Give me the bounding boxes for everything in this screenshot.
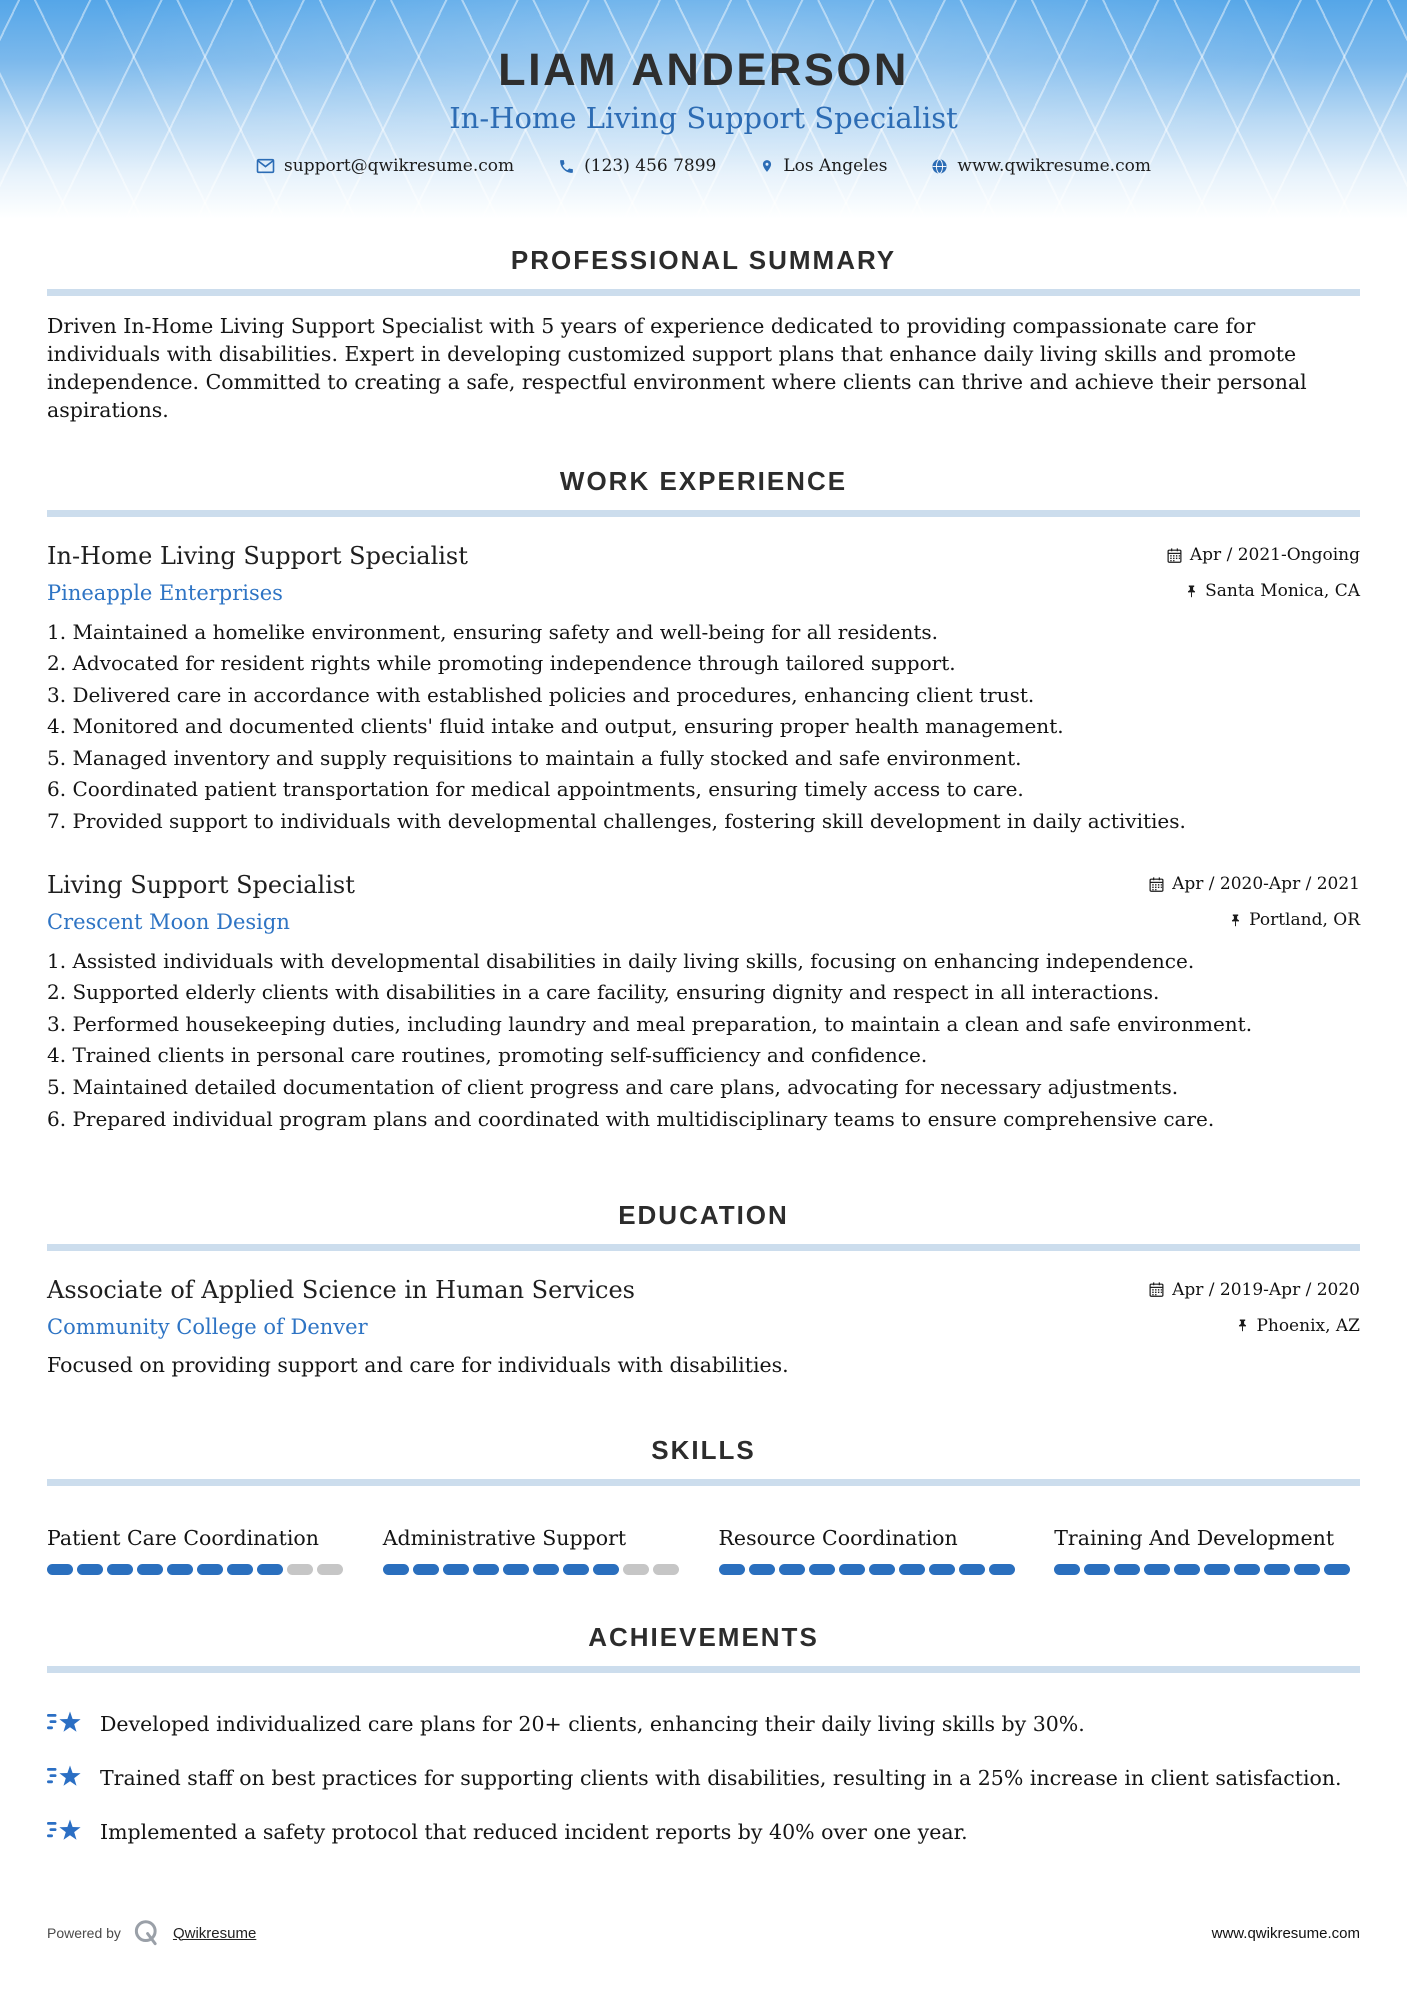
email-icon	[256, 158, 275, 174]
job-entry	[47, 871, 1360, 1132]
header-banner	[0, 0, 1407, 218]
job-bullet: 4. Trained clients in personal care routines, promoting self-sufficiency and confidence.	[47, 1043, 1360, 1068]
skill-pill-filled	[1144, 1564, 1170, 1575]
candidate-name: LIAM ANDERSON	[498, 44, 909, 95]
job-bullet-list	[47, 949, 1360, 1132]
skill-pill-filled	[443, 1564, 469, 1575]
contact-location-text: Los Angeles	[783, 156, 888, 176]
skill-item	[383, 1526, 689, 1575]
contact-location	[760, 156, 887, 176]
summary-heading: PROFESSIONAL SUMMARY	[510, 245, 897, 275]
skill-label: Training And Development	[1054, 1526, 1335, 1551]
section-divider	[47, 1244, 1360, 1251]
candidate-job-title: In-Home Living Support Specialist	[449, 101, 958, 135]
education-dates-text: Apr / 2019-Apr / 2020	[1172, 1279, 1360, 1300]
pushpin-icon	[1229, 912, 1242, 929]
contact-phone[interactable]	[558, 156, 716, 176]
section-skills	[47, 1377, 1360, 1575]
skill-level-bar	[47, 1564, 353, 1575]
phone-icon	[558, 158, 575, 175]
skill-pill-empty	[653, 1564, 679, 1575]
job-dates-text: Apr / 2020-Apr / 2021	[1172, 874, 1360, 895]
job-bullet: 6. Coordinated patient transportation for medical appointments, ensuring timely access to care.	[47, 777, 1360, 802]
education-school-row	[47, 1315, 1360, 1339]
job-dates	[1166, 545, 1360, 565]
skill-pill-filled	[503, 1564, 529, 1575]
skill-pill-filled	[257, 1564, 283, 1575]
job-title-row	[47, 542, 1360, 570]
job-bullet: 2. Advocated for resident rights while promoting independence through tailored support.	[47, 651, 1360, 676]
skills-heading: SKILLS	[651, 1435, 756, 1466]
skill-pill-filled	[1234, 1564, 1260, 1575]
pushpin-icon	[1236, 1317, 1249, 1334]
job-dates-text: Apr / 2021-Ongoing	[1189, 545, 1360, 565]
job-company-row	[47, 910, 1360, 934]
pushpin-icon	[1185, 583, 1198, 600]
skill-pill-filled	[593, 1564, 619, 1575]
job-entry	[47, 542, 1360, 834]
skill-pill-filled	[197, 1564, 223, 1575]
skill-label: Patient Care Coordination	[47, 1526, 319, 1551]
education-entry	[47, 1276, 1360, 1377]
achievement-text: Implemented a safety protocol that reduced incident reports by 40% over one year.	[100, 1819, 968, 1844]
summary-text: Driven In-Home Living Support Specialist with 5 years of experience dedicated to providing compassionate care for individuals with disabilities. Expert in developing customized support plans that enhance daily living skills and promote independence. Committed to creating a safe, respectful environment where clients can thrive and achieve their personal aspirations.	[47, 314, 1307, 422]
job-bullet: 5. Maintained detailed documentation of client progress and care plans, advocating for necessary adjustments.	[47, 1075, 1360, 1100]
skills-grid	[47, 1526, 1360, 1575]
contact-phone-text: (123) 456 7899	[584, 156, 717, 176]
qwikresume-q-logo	[132, 1918, 162, 1948]
skill-pill-filled	[77, 1564, 103, 1575]
job-bullet: 3. Performed housekeeping duties, including laundry and meal preparation, to maintain a clean and safe environment.	[47, 1012, 1360, 1037]
section-professional-summary	[47, 218, 1360, 425]
achievement-item	[47, 1764, 1360, 1791]
skill-pill-empty	[623, 1564, 649, 1575]
education-school: Community College of Denver	[47, 1315, 368, 1340]
skill-item	[719, 1526, 1025, 1575]
job-location-text: Portland, OR	[1249, 910, 1360, 931]
resume-body	[0, 218, 1407, 1845]
job-bullet: 1. Assisted individuals with developmental disabilities in daily living skills, focusing on enhancing independence.	[47, 949, 1360, 974]
contact-website[interactable]	[931, 156, 1151, 176]
skill-pill-filled	[959, 1564, 985, 1575]
achievement-item	[47, 1710, 1360, 1737]
job-location	[1229, 910, 1360, 930]
powered-by	[47, 1918, 256, 1948]
skill-pill-filled	[383, 1564, 409, 1575]
achievement-text: Trained staff on best practices for supporting clients with disabilities, resulting in a 25% increase in client satisfaction.	[100, 1765, 1342, 1790]
skill-label: Resource Coordination	[718, 1526, 958, 1551]
skill-pill-filled	[563, 1564, 589, 1575]
skill-pill-filled	[869, 1564, 895, 1575]
achievement-list	[47, 1710, 1360, 1845]
skill-pill-filled	[1174, 1564, 1200, 1575]
skill-pill-filled	[839, 1564, 865, 1575]
skill-pill-filled	[1114, 1564, 1140, 1575]
education-dates	[1148, 1280, 1360, 1300]
job-title-row	[47, 871, 1360, 899]
contact-email-text: support@qwikresume.com	[284, 156, 515, 176]
calendar-icon	[1148, 876, 1165, 893]
skill-pill-filled	[227, 1564, 253, 1575]
education-description: Focused on providing support and care for individuals with disabilities.	[47, 1353, 789, 1378]
job-bullet: 7. Provided support to individuals with developmental challenges, fostering skill development in daily activities.	[47, 809, 1360, 834]
skill-pill-filled	[809, 1564, 835, 1575]
education-location	[1236, 1316, 1360, 1336]
job-bullet: 6. Prepared individual program plans and coordinated with multidisciplinary teams to ensure comprehensive care.	[47, 1107, 1360, 1132]
skill-pill-filled	[1264, 1564, 1290, 1575]
job-bullet: 1. Maintained a homelike environment, ensuring safety and well-being for all residents.	[47, 620, 1360, 645]
skill-pill-filled	[779, 1564, 805, 1575]
contact-website-text: www.qwikresume.com	[957, 156, 1151, 176]
job-company: Pineapple Enterprises	[47, 580, 283, 605]
shooting-star-icon	[47, 1764, 83, 1791]
job-bullet: 4. Monitored and documented clients' fluid intake and output, ensuring proper health management.	[47, 714, 1360, 739]
powered-by-label: Powered by	[47, 1925, 121, 1941]
page-footer	[47, 1918, 1360, 1948]
skill-level-bar	[719, 1564, 1025, 1575]
skill-pill-filled	[989, 1564, 1015, 1575]
skill-item	[1054, 1526, 1360, 1575]
skill-pill-filled	[929, 1564, 955, 1575]
job-dates	[1148, 874, 1360, 894]
job-company-row	[47, 581, 1360, 605]
education-location-text: Phoenix, AZ	[1256, 1315, 1360, 1336]
section-divider	[47, 1479, 1360, 1486]
skill-pill-filled	[167, 1564, 193, 1575]
job-bullet: 2. Supported elderly clients with disabilities in a care facility, ensuring dignity and respect in all interactions.	[47, 980, 1360, 1005]
skill-pill-filled	[413, 1564, 439, 1575]
shooting-star-icon	[47, 1818, 83, 1845]
achievements-heading: ACHIEVEMENTS	[588, 1622, 819, 1653]
education-heading: EDUCATION	[618, 1200, 789, 1231]
skill-label: Administrative Support	[382, 1526, 627, 1551]
education-title-row	[47, 1276, 1360, 1304]
skill-pill-filled	[749, 1564, 775, 1575]
section-divider	[47, 289, 1360, 296]
job-location	[1185, 581, 1360, 601]
job-bullet-list	[47, 620, 1360, 834]
section-achievements	[47, 1575, 1360, 1845]
section-divider	[47, 1666, 1360, 1673]
skill-pill-filled	[1324, 1564, 1350, 1575]
contact-email[interactable]	[256, 156, 514, 176]
achievement-item	[47, 1818, 1360, 1845]
skill-level-bar	[383, 1564, 689, 1575]
job-company: Crescent Moon Design	[47, 909, 290, 934]
job-bullet: 3. Delivered care in accordance with established policies and procedures, enhancing client trust.	[47, 683, 1360, 708]
section-education	[47, 1138, 1360, 1377]
skill-pill-empty	[287, 1564, 313, 1575]
footer-site-link[interactable]: www.qwikresume.com	[1211, 1924, 1360, 1942]
skill-pill-filled	[899, 1564, 925, 1575]
calendar-icon	[1148, 1281, 1165, 1298]
skill-pill-filled	[1204, 1564, 1230, 1575]
job-title: In-Home Living Support Specialist	[47, 541, 468, 570]
skill-pill-filled	[47, 1564, 73, 1575]
achievement-text: Developed individualized care plans for 20+ clients, enhancing their daily living skills by 30%.	[100, 1711, 1085, 1736]
skill-pill-filled	[473, 1564, 499, 1575]
job-location-text: Santa Monica, CA	[1205, 581, 1360, 601]
skill-pill-filled	[1054, 1564, 1080, 1575]
skill-pill-empty	[317, 1564, 343, 1575]
section-work-experience	[47, 425, 1360, 1132]
skill-pill-filled	[137, 1564, 163, 1575]
work-heading: WORK EXPERIENCE	[559, 465, 848, 496]
skill-item	[47, 1526, 353, 1575]
job-bullet: 5. Managed inventory and supply requisitions to maintain a fully stocked and safe environment.	[47, 746, 1360, 771]
qwikresume-brand-link[interactable]: Qwikresume	[172, 1924, 257, 1942]
section-divider	[47, 510, 1360, 517]
skill-pill-filled	[719, 1564, 745, 1575]
globe-icon	[931, 158, 948, 175]
skill-level-bar	[1054, 1564, 1360, 1575]
shooting-star-icon	[47, 1710, 83, 1737]
contact-row	[0, 156, 1407, 176]
calendar-icon	[1166, 547, 1183, 564]
job-title: Living Support Specialist	[47, 870, 355, 899]
skill-pill-filled	[533, 1564, 559, 1575]
skill-pill-filled	[1294, 1564, 1320, 1575]
location-pin-icon	[760, 157, 774, 175]
skill-pill-filled	[1084, 1564, 1110, 1575]
education-degree: Associate of Applied Science in Human Services	[47, 1276, 635, 1305]
skill-pill-filled	[107, 1564, 133, 1575]
